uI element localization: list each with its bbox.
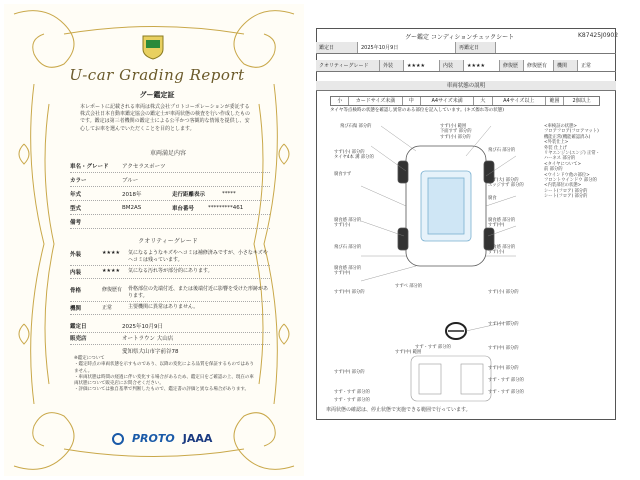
damage-label: すず(大) 部分的 エッジすず 部分的 (488, 178, 524, 189)
certificate-notes: ※鑑定について ・鑑定時点の車両状態を示すものであり、以降の変化による品質を保証するものではありません。 ・車両状態は時間の経過に伴い変化する場合があるため、鑑定日をご確認の上、現在の車両状態について販売店にお問合せください。 ・評価については独自基準で判断したもので、鑑定書の評価と異なる場合があります。 (74, 356, 254, 393)
interior-layout (411, 356, 491, 401)
grade-exterior: 外装 ★★★★ 気になるようなキズやヘコミは補修済みですが、小さなキズやヘコミは残っています。 (70, 248, 270, 266)
row-car-name: 車名・グレード アクセラスポーツ (70, 160, 270, 173)
description-header: 車両状態の説明 (316, 81, 616, 91)
size-legend: 小 カードサイズ未満 中 A4サイズ未満 大 A4サイズ以上 範囲 2個以上 (330, 96, 600, 106)
car-top-view (398, 146, 494, 266)
grade-interior: 内装 ★★★★ 気になる汚れ等が部分的にあります。 (70, 266, 270, 279)
row-address: 愛知県大山市字前谷78 (122, 348, 179, 355)
certificate-intro: 本レポートに記載される車両は株式会社プロトコーポレーションが委託する株式会社日本自動車鑑定協会の鑑定士が車両状態の検査を行い作成したものです。鑑定は第三者機関の鑑定士による公平かつ客観的な情報を提供し、安心してお車を選んでいただくことを目的とします。 (80, 104, 251, 132)
damage-label: すず(小) 部分的 (488, 322, 519, 327)
damage-label: すず(中) 範囲 (395, 350, 422, 355)
grade-engine: 機関 正常 主要機関に異常はありません。 (70, 302, 270, 315)
damage-label: すず(中) 部分的 (334, 290, 365, 295)
damage-label: すず・すず 部分的 (334, 398, 370, 403)
row-model: 型式 BM2AS 車台番号 *********461 (70, 202, 270, 215)
quality-section-title: クオリティーグレード (138, 238, 198, 245)
damage-label: 飛び石 部分的 (488, 148, 516, 153)
damage-label: 飛び石傷 部分的 (340, 124, 372, 129)
steering-wheel-icon (446, 323, 466, 339)
damage-label: すず(小) 部分的 (488, 290, 519, 295)
row-appraisal-date: 鑑定日 2025年10月9日 (70, 320, 270, 333)
damage-label: 腐食感 部分的 すず(中) (334, 266, 362, 277)
damage-label: すず(小) 範囲 下面すず 部分的 すず(小) 部分的 (440, 124, 472, 140)
damage-label: 腐食 (488, 196, 497, 201)
row-shop: 販売店 オートラウン 大山店 (70, 332, 270, 345)
damage-label: すず・すず 部分的 (488, 390, 524, 395)
damage-label: すず(中) 部分的 (488, 346, 519, 351)
damage-label: すず・すず 部分的 (488, 378, 524, 383)
row-remarks: 備考 (70, 216, 270, 229)
row-color: カラー ブルー (70, 174, 270, 187)
damage-label: 腐食すず (334, 172, 352, 177)
proto-logo: PROTO (132, 432, 175, 445)
sheet-row-dates: 鑑定日 2025年10月9日 再鑑定日 (316, 42, 616, 54)
damage-label: すず(中) 部分的 (334, 370, 365, 375)
sheet-bottom-note: 車両状態の確認は、停止状態で実施できる範囲で行っています。 (326, 407, 471, 413)
damage-label: すず(中) 部分的 (488, 366, 519, 371)
vehicle-section-title: 車両満足内容 (149, 150, 186, 157)
proto-mark-icon (112, 433, 124, 445)
damage-label: すず(小) 部分的 タイヤ4本 溝 部分的 (334, 150, 374, 161)
damage-label: 腐食感 部分的 すず(小) (488, 245, 516, 256)
damage-label: 飛び石 部分的 (334, 245, 362, 250)
jaaa-logo: JAAA (182, 432, 213, 445)
sheet-code: K87425J0902 (578, 32, 619, 39)
damage-label: 腐食感 部分的 すず(小) (334, 218, 362, 229)
legend-note: タイヤ等点検時の状態を確認し異常のある部位を記入しています。(キズ擦れ等の状態) (330, 108, 504, 113)
sheet-title: グー鑑定 コンディションチェックシート (405, 34, 515, 41)
damage-label: 腐食感 部分的 すず(中) (488, 218, 516, 229)
sheet-row-grades: クオリティーグレード 外装 ★★★★ 内装 ★★★★ 修復歴 修復歴有 機関 正常 (316, 60, 616, 72)
grading-certificate (4, 4, 304, 476)
goo-badge-icon (140, 34, 166, 60)
certificate-title: U-car Grading Report (69, 66, 245, 84)
row-year: 年式 2018年 走行距離表示 ***** (70, 188, 270, 201)
grade-frame: 骨格 修復歴有 骨格部位の先端付近、または後端付近に影響を受けた形跡があります。 (70, 284, 270, 302)
condition-notes: <車検証の状態> フロアフロア(フロアマット) 機能正常(機能確認済み) <外装仕上> 外装 仕上げ リヤエンジン(エンジ) 正常・ ハーネス 部分的 <タイヤについて> 前 部分的 <ウインドウ他の部位> フロントウインドウ 部分的 <内装部位の状態> シート(フロア) 部分的 シート(フロア) 部分的 (544, 124, 600, 200)
damage-label: すずべ 部分的 (395, 284, 423, 289)
damage-label: すず・すず 部分的 (415, 345, 451, 350)
certificate-subtitle: グー鑑定証 (139, 91, 175, 99)
logo-area (112, 432, 212, 445)
damage-label: すず・すず 部分的 (334, 390, 370, 395)
